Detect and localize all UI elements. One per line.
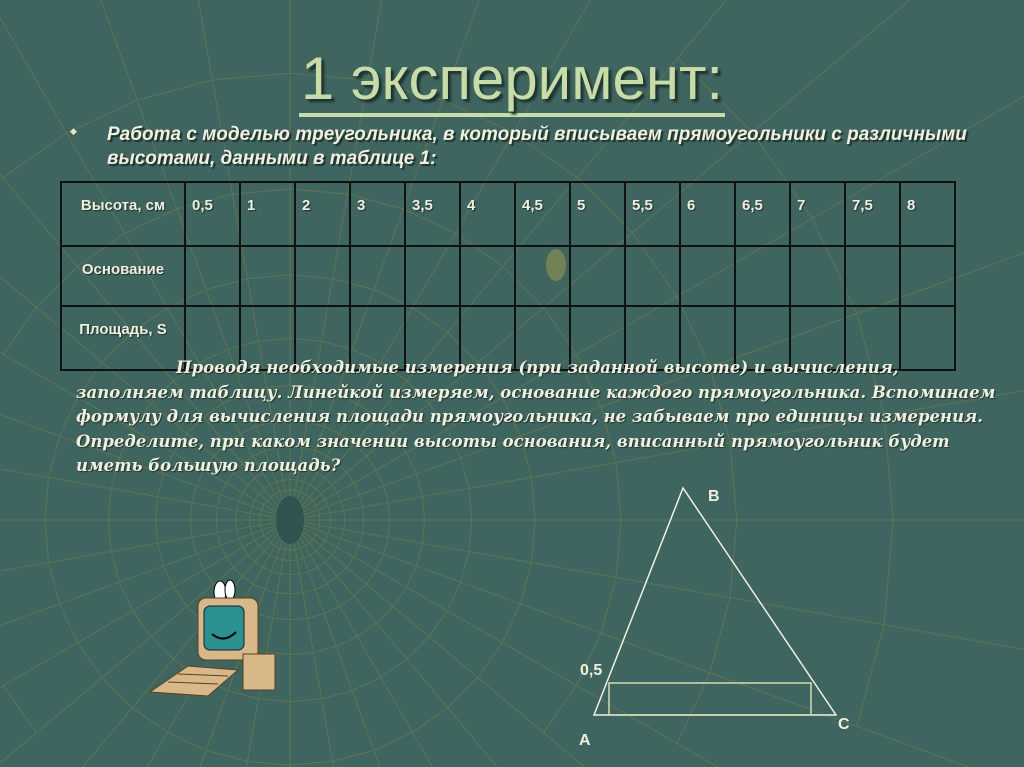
table-cell: 4,5 xyxy=(515,182,570,246)
table-cell: 2 xyxy=(295,182,350,246)
table-cell: 3 xyxy=(350,182,405,246)
table-cell: 7,5 xyxy=(845,182,900,246)
instructions-paragraph: Проводя необходимые измерения (при заданной высоте) и вычисления, заполняем таблицу. Линейкой измеряем, основание каждого прямоугольника. Вспоминаем формулу для вычисления площади прямоугольника, не забываем про единицы измерения. Определите, при каком значении высоты основания, вписанный прямоугольник будет иметь большую площадь? xyxy=(76,358,996,475)
table-cell: 5,5 xyxy=(625,182,680,246)
computer-mascot-icon xyxy=(148,570,278,700)
intro-text: Работа с моделью треугольника, в который вписываем прямоугольники с различными высотами, данными в таблице 1: xyxy=(107,124,967,169)
table-cell: 5 xyxy=(570,182,625,246)
height-label: 0,5 xyxy=(580,662,603,679)
table-cell: 7 xyxy=(790,182,845,246)
slide-title: 1 эксперимент: xyxy=(0,44,1024,117)
vertex-c-label: C xyxy=(838,716,850,733)
table-cell: 6,5 xyxy=(735,182,790,246)
row-header: Основание xyxy=(61,246,185,306)
vertex-b-label: B xyxy=(708,488,720,505)
table-cell: 3,5 xyxy=(405,182,460,246)
inscribed-rectangle xyxy=(609,683,811,715)
table-cell: 0,5 xyxy=(185,182,240,246)
table-cell: 8 xyxy=(900,182,955,246)
triangle-abc xyxy=(594,488,836,715)
table-cell: 1 xyxy=(240,182,295,246)
table-cell: 4 xyxy=(460,182,515,246)
table-cell: 6 xyxy=(680,182,735,246)
bullet-diamond-icon: ◆ xyxy=(70,126,77,136)
row-header: Высота, см xyxy=(61,182,185,246)
row-header: Площадь, S xyxy=(61,306,185,370)
vertex-a-label: A xyxy=(579,732,591,749)
